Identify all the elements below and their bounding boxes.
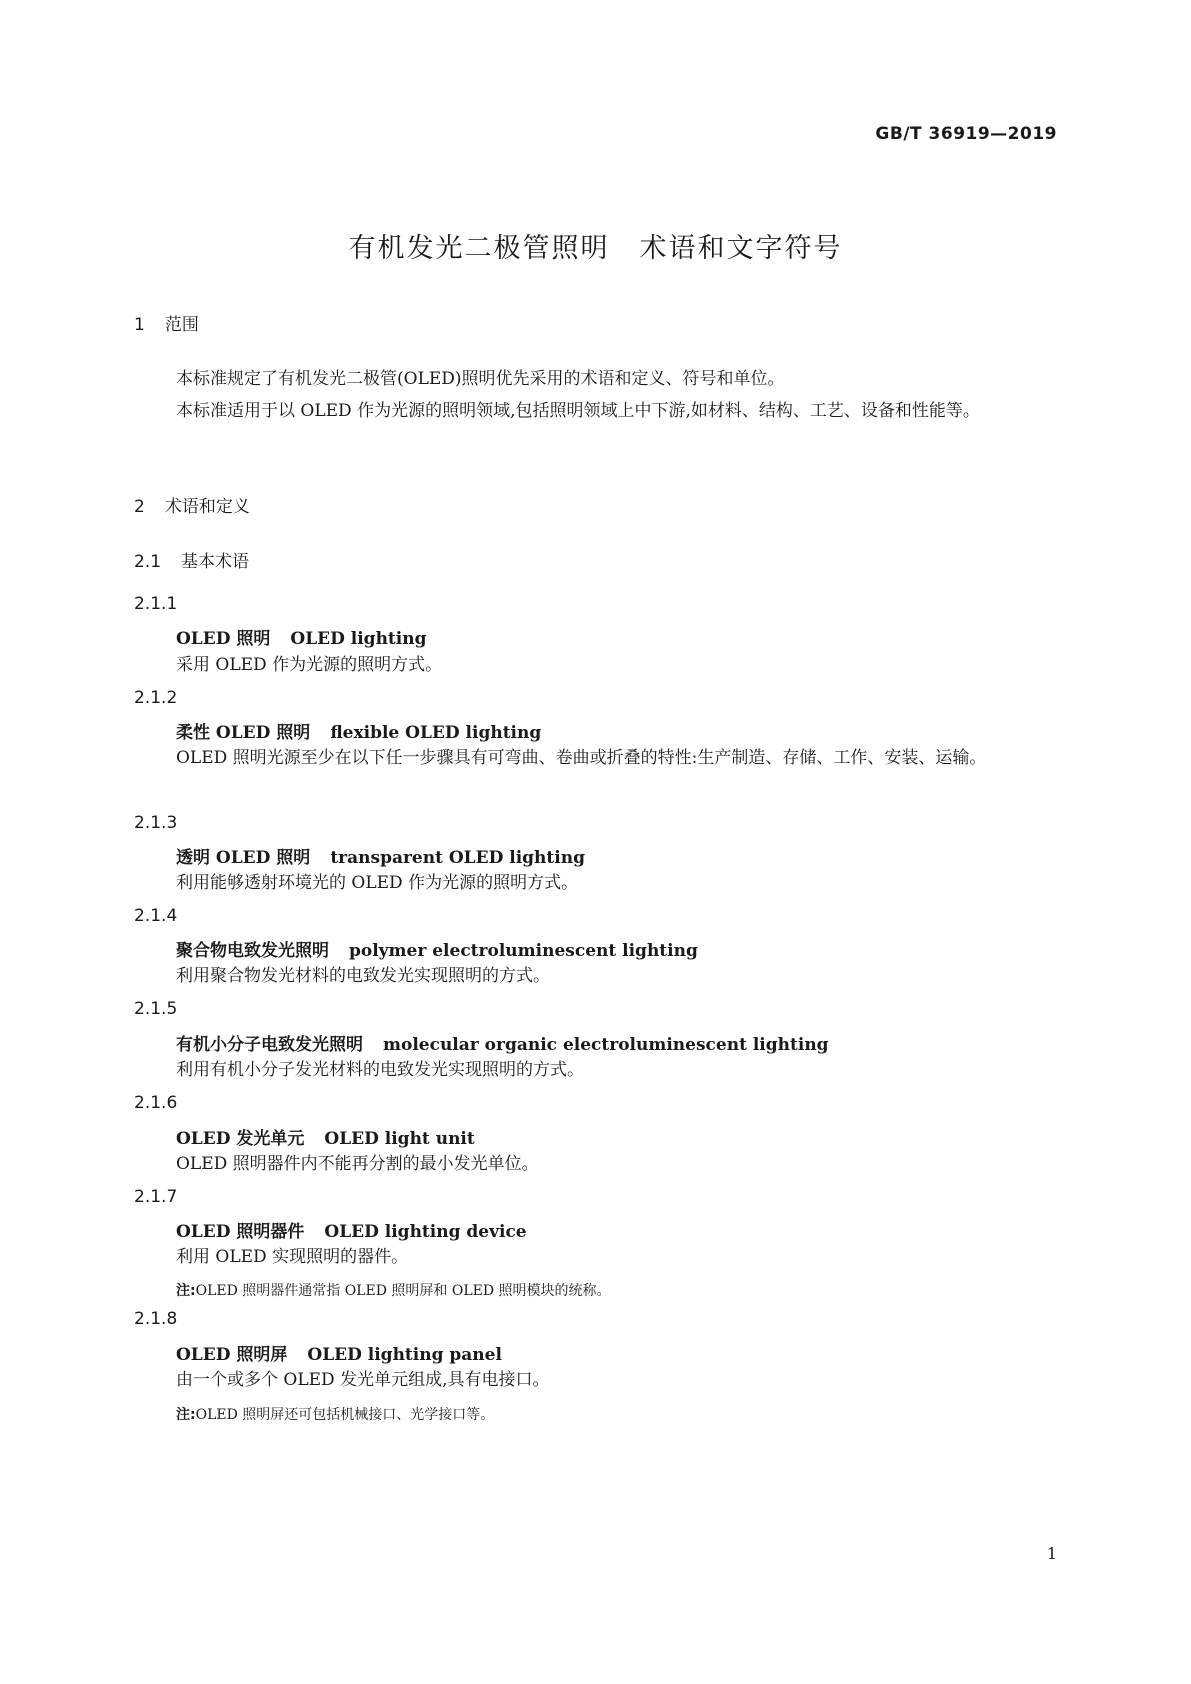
term-name-zh: OLED 发光单元 (176, 1129, 305, 1149)
term-name (176, 718, 541, 743)
section-2-heading (134, 492, 250, 517)
term-name (176, 843, 585, 868)
section-title: 术语和定义 (164, 497, 250, 517)
term-name (176, 1124, 475, 1149)
term-name-en: OLED lighting panel (307, 1345, 502, 1365)
term-name-en: OLED lighting device (324, 1222, 527, 1242)
term-definition: 利用有机小分子发光材料的电致发光实现照明的方式。 (176, 1060, 584, 1080)
term-definition: OLED 照明器件内不能再分割的最小发光单位。 (176, 1154, 539, 1174)
term-name-en: OLED light unit (324, 1129, 475, 1149)
term-name (176, 1030, 829, 1055)
term-name-en: polymer electroluminescent lighting (349, 941, 698, 961)
term-name-zh: 柔性 OLED 照明 (176, 723, 311, 743)
term-name-zh: 透明 OLED 照明 (176, 848, 311, 868)
term-name-zh: OLED 照明器件 (176, 1222, 305, 1242)
section-title: 范围 (164, 315, 199, 335)
note-label: 注: (176, 1283, 196, 1299)
term-name (176, 1340, 502, 1365)
term-name-zh: 聚合物电致发光照明 (176, 941, 329, 961)
note-text: OLED 照明器件通常指 OLED 照明屏和 OLED 照明模块的统称。 (195, 1283, 611, 1299)
standard-number: GB/T 36919—2019 (875, 124, 1057, 144)
term-definition: 采用 OLED 作为光源的照明方式。 (176, 655, 443, 675)
term-name (176, 624, 427, 649)
section-1-heading (134, 310, 199, 335)
term-number: 2.1.4 (134, 906, 178, 926)
term-definition: 利用能够透射环境光的 OLED 作为光源的照明方式。 (176, 873, 579, 893)
title-part-1: 有机发光二极管照明 (348, 233, 610, 264)
section-2-1-heading (134, 547, 249, 572)
page-number: 1 (1046, 1544, 1057, 1563)
term-number: 2.1.7 (134, 1187, 178, 1207)
term-name-en: molecular organic electroluminescent lighting (383, 1035, 829, 1055)
term-definition: 利用聚合物发光材料的电致发光实现照明的方式。 (176, 966, 550, 986)
term-name-en: transparent OLED lighting (330, 848, 585, 868)
term-definition: 利用 OLED 实现照明的器件。 (176, 1247, 409, 1267)
section-number: 2.1 (134, 552, 162, 572)
document-title (0, 226, 1191, 265)
term-name-en: flexible OLED lighting (330, 723, 542, 743)
section-number: 2 (134, 497, 145, 517)
scope-paragraph-2: 本标准适用于以 OLED 作为光源的照明领域,包括照明领域上中下游,如材料、结构、工艺、设备和性能等。 (176, 401, 980, 421)
term-note (176, 1404, 494, 1424)
term-number: 2.1.5 (134, 999, 178, 1019)
term-name (176, 1217, 527, 1242)
term-number: 2.1.3 (134, 813, 178, 833)
term-definition: 由一个或多个 OLED 发光单元组成,具有电接口。 (176, 1370, 550, 1390)
term-name-zh: 有机小分子电致发光照明 (176, 1035, 363, 1055)
term-number: 2.1.8 (134, 1309, 178, 1329)
scope-paragraph-1: 本标准规定了有机发光二极管(OLED)照明优先采用的术语和定义、符号和单位。 (176, 369, 785, 389)
term-definition: OLED 照明光源至少在以下任一步骤具有可弯曲、卷曲或折叠的特性:生产制造、存储、工作、安装、运输。 (176, 748, 987, 768)
term-number: 2.1.6 (134, 1093, 178, 1113)
term-number: 2.1.1 (134, 594, 178, 614)
title-part-2: 术语和文字符号 (639, 233, 843, 264)
note-text: OLED 照明屏还可包括机械接口、光学接口等。 (195, 1407, 495, 1423)
term-number: 2.1.2 (134, 688, 178, 708)
section-number: 1 (134, 315, 145, 335)
section-title: 基本术语 (181, 552, 250, 572)
term-name-en: OLED lighting (290, 629, 427, 649)
term-name-zh: OLED 照明 (176, 629, 271, 649)
term-name-zh: OLED 照明屏 (176, 1345, 288, 1365)
note-label: 注: (176, 1407, 196, 1423)
term-name (176, 936, 698, 961)
term-note (176, 1280, 611, 1300)
